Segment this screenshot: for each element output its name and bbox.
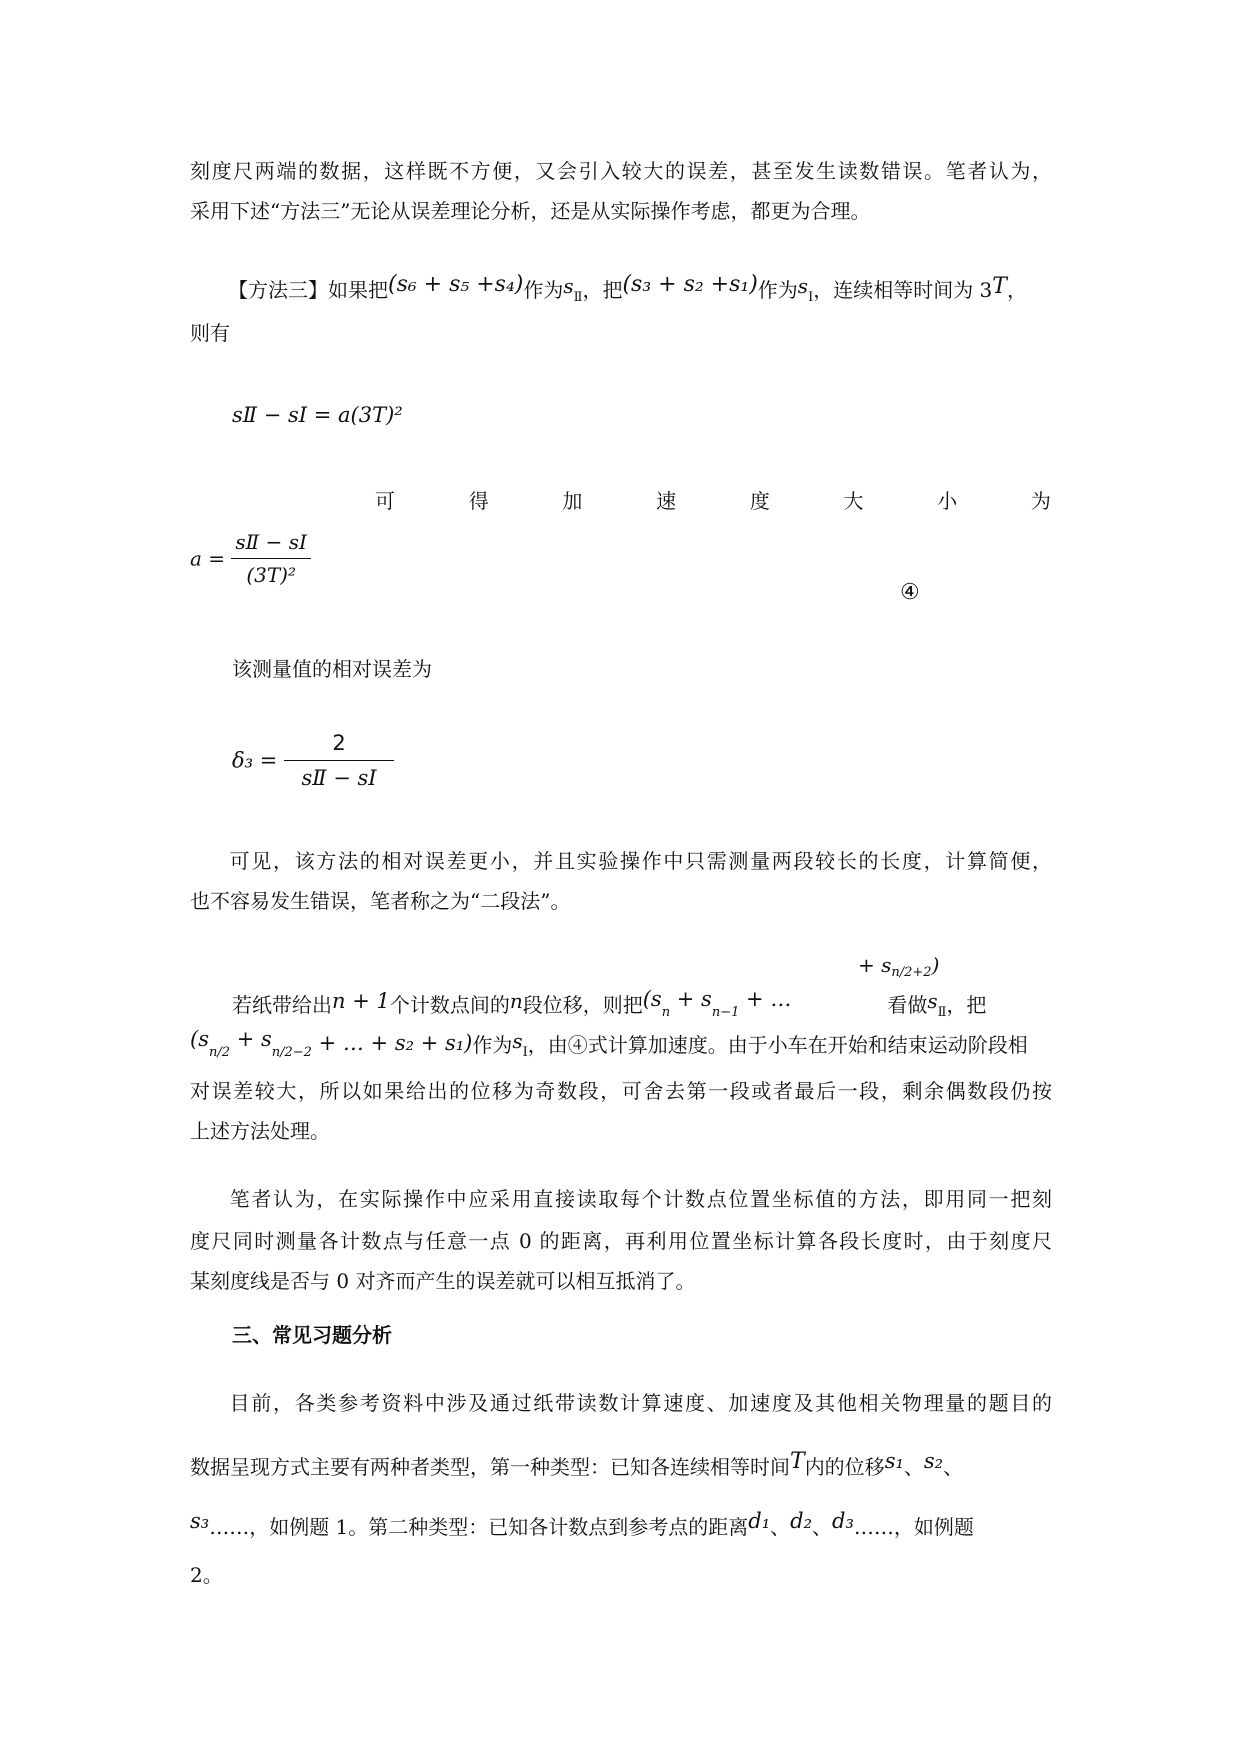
char: 可 — [375, 489, 395, 513]
text: 、 — [770, 1515, 791, 1539]
section-heading: 三、常见习题分析 — [232, 1323, 392, 1347]
text: 数据呈现方式主要有两种者类型，第一种类型：已知各连续相等时间 — [190, 1455, 790, 1479]
text: 若纸带给出 — [232, 993, 332, 1017]
char: 小 — [937, 489, 958, 513]
char: 得 — [468, 489, 489, 513]
paragraph-text: 笔者认为，在实际操作中应采用直接读取每个计数点位置坐标值的方法，即用同一把刻 — [228, 1187, 1052, 1211]
char: 度 — [749, 489, 770, 513]
char: 为 — [1030, 489, 1051, 513]
char: 大 — [843, 489, 864, 513]
text: 作为 — [472, 1033, 513, 1057]
paragraph-line — [190, 1184, 1052, 1214]
paragraph-line: 对误差较大，所以如果给出的位移为奇数段，可舍去第一段或者最后一段，剩余偶数段仍按 — [190, 1079, 1052, 1103]
text: 作为 — [757, 278, 798, 302]
method3-line — [190, 270, 1052, 313]
text: 内的位移 — [804, 1455, 885, 1479]
expr-text: + s — [670, 987, 712, 1011]
paragraph-line: 上述方法处理。 — [190, 1119, 330, 1143]
fraction-denominator: sⅡ − sⅠ — [301, 766, 377, 790]
subscript: n/2+2 — [891, 965, 932, 980]
expr-text: + … — [739, 987, 792, 1011]
paragraph-text: 目前，各类参考资料中涉及通过纸带读数计算速度、加速度及其他相关物理量的题目的 — [228, 1391, 1052, 1415]
subscript: n/2 — [208, 1045, 231, 1060]
paragraph-line: 某刻度线是否与 0 对齐而产生的误差就可以相互抵消了。 — [190, 1269, 696, 1293]
paragraph-line: 度尺同时测量各计数点与任意一点 0 的距离，再利用位置坐标计算各段长度时，由于刻度尺 — [190, 1229, 1052, 1253]
subscript: n−1 — [711, 1005, 740, 1020]
text: 、 — [903, 1455, 924, 1479]
symbol-d3: d₃ — [832, 1509, 854, 1533]
equation-number: ④ — [900, 580, 920, 605]
paragraph-line — [190, 1388, 1052, 1418]
equation-difference: sⅡ − sⅠ = a(3T)² — [232, 403, 403, 427]
expression-top-term: + $s_{n/2+2}$) — [858, 953, 940, 980]
text: 个计数点间的 — [389, 993, 510, 1017]
fraction — [284, 728, 394, 793]
paragraph-line: 刻度尺两端的数据，这样既不方便，又会引入较大的误差，甚至发生读数错误。笔者认为， — [190, 159, 1052, 183]
subscript: Ⅱ — [573, 290, 583, 305]
text: 、 — [812, 1515, 833, 1539]
symbol-s3: s₃ — [190, 1509, 210, 1533]
text: 段位移，则把 — [522, 993, 643, 1017]
sum-expression-lower: (s₃ + s₂ +s₁) — [622, 272, 758, 297]
equation-lhs: δ₃ = — [232, 748, 278, 773]
symbol-s: s — [563, 274, 574, 298]
subscript: Ⅰ — [808, 290, 814, 305]
expr-text: (s — [190, 1027, 209, 1051]
fraction-numerator: sⅡ − sⅠ — [231, 528, 311, 559]
text: 作为 — [523, 278, 564, 302]
text: ，由④式计算加速度。由于小车在开始和结束运动阶段相 — [527, 1033, 1028, 1057]
fraction-denominator: (3T)² — [246, 563, 296, 587]
sum-expression-upper: (s₆ + s₅ +s₄) — [388, 272, 524, 297]
paragraph-line: 则有 — [190, 321, 230, 345]
method3-label: 【方法三】如果把 — [228, 278, 388, 302]
text: ，连续相等时间为 3 — [813, 278, 993, 302]
acceleration-intro-line — [375, 486, 1051, 516]
paragraph-line: 该测量值的相对误差为 — [232, 657, 432, 681]
expr-text: + s — [230, 1027, 272, 1051]
math-n-plus-1: n + 1 — [332, 989, 390, 1013]
text: ，把 — [582, 278, 623, 302]
paragraph-line: 采用下述“方法三”无论从误差理论分析，还是从实际操作考虑，都更为合理。 — [190, 199, 871, 223]
symbol-d1: d₁ — [748, 1509, 771, 1533]
symbol-s2: s₂ — [923, 1449, 944, 1473]
paragraph-line — [190, 1506, 1052, 1542]
subscript: n — [661, 1005, 671, 1020]
symbol-s: s — [797, 274, 809, 298]
paragraph-line: 也不容易发生错误，笔者称之为“二段法”。 — [190, 889, 571, 913]
symbol-T: T — [992, 274, 1007, 299]
text: ， — [1006, 278, 1027, 302]
math-n: n — [509, 989, 523, 1013]
text: ……，如例题 1。第二种类型：已知各计数点到参考点的距离 — [209, 1515, 749, 1539]
paragraph-line — [190, 846, 1052, 876]
paragraph-line — [190, 1446, 1052, 1482]
paragraph-line: 2。 — [190, 1563, 223, 1587]
expr-text: + … + s₂ + s₁) — [311, 1031, 473, 1055]
fraction-numerator: 2 — [284, 728, 394, 761]
symbol-s1: s₁ — [884, 1449, 904, 1473]
symbol-T: T — [790, 1449, 805, 1474]
text: 、 — [943, 1455, 964, 1479]
char: 加 — [562, 489, 583, 513]
fraction — [231, 528, 311, 589]
paragraph3-line1: 若纸带给出n + 1个计数点间的n段位移，则把($s_n + s_{n-1}$ + … 看做$s_Ⅱ$，把 — [232, 987, 987, 1020]
expr-text: + s — [858, 953, 892, 977]
paragraph3-line2: ($s_{n/2} + s_{n/2-2}$ + … + s₂ + s₁)作为$s_Ⅰ$，由④式计算加速度。由于小车在开始和结束运动阶段相 — [190, 1027, 1028, 1060]
expr-text: (s — [642, 987, 662, 1011]
paragraph-text: 可见，该方法的相对误差更小，并且实验操作中只需测量两段较长的长度，计算简便， — [228, 849, 1052, 873]
text: 看做 — [887, 993, 928, 1017]
char: 速 — [656, 489, 677, 513]
text: ，把 — [946, 993, 987, 1017]
text: ……，如例题 — [853, 1515, 974, 1539]
equation-relative-error — [232, 728, 1094, 793]
equation-lhs: a = — [190, 546, 226, 571]
subscript: n/2−2 — [271, 1045, 312, 1060]
symbol-d2: d₂ — [790, 1509, 813, 1533]
